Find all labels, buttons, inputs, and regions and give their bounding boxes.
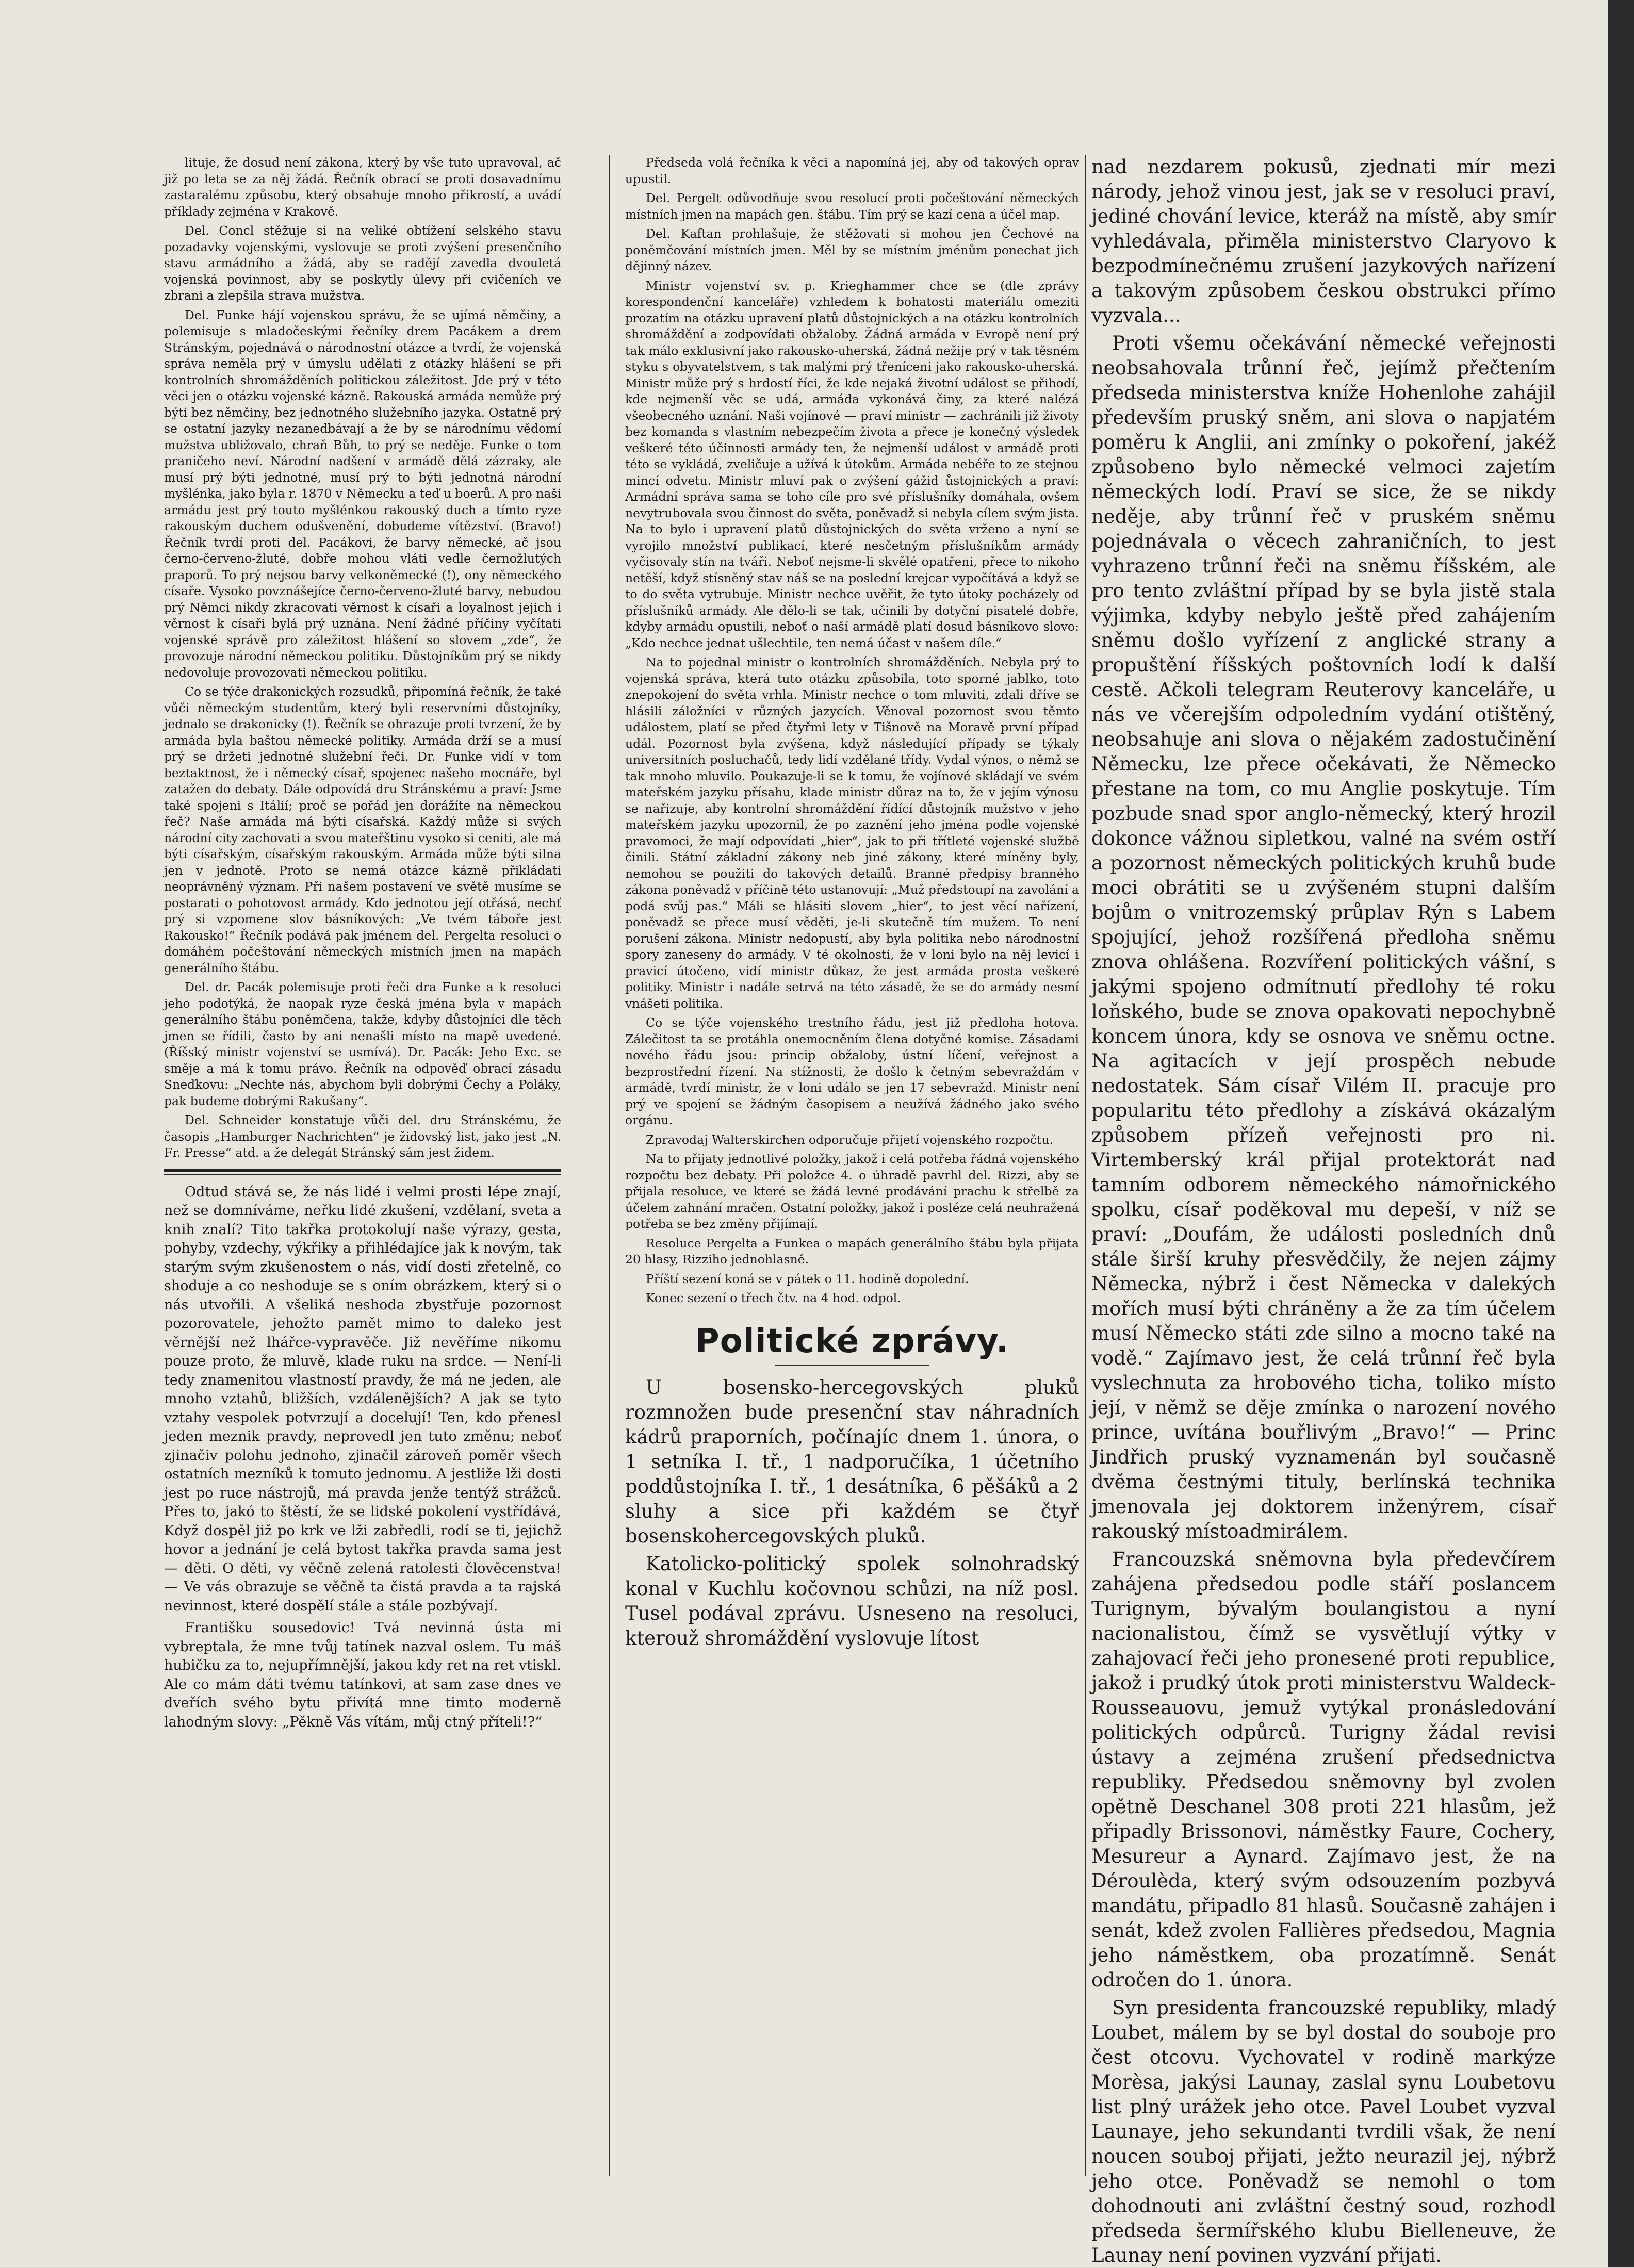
news-paragraph: Katolicko-politický spolek solnohradský konal v Kuchlu kočovnou schůzi, na níž posl. Tusel podával zprávu. Usneseno na resoluci, kterouž shromáždění vyslovuje lítost [625, 1553, 1079, 1649]
paragraph: Del. Concl stěžuje si na veliké obtížení selského stavu pozadavky vojenskými, vyslovuje se proti zvýšení presenčního stavu armádního a žádá, aby se radějí zavedla dvouletá vojenská povinnost, aby se poskytly úlevy při cvičeních ve zbrani a zlepšila strava mužstva. [164, 223, 561, 303]
paragraph: lituje, že dosud není zákona, který by vše tuto upravoval, ač již po leta se za něj žádá. Řečník obrací se proti dosavadnímu zastaralému způsobu, který obsahuje mnoho přikrostí, a uvádí příklady zejména v Krakově. [164, 155, 561, 219]
paragraph: Proti všemu očekávání německé veřejnosti neobsahovala trůnní řeč, jejímž přečtením předseda ministerstva kníže Hohenlohe zahájil především pruský sněm, ani slova o napjatém poměru k Anglii, ani zmínky o pokoření, jakéž způsobeno bylo německé velmoci zajetím německých lodí. Praví se sice, že se nikdy neděje, aby trůnní řeč v pruském sněmu pojednávala o věcech zahraničních, to jest vyhrazeno trůnní řeči na sněmu říšském, ale pro tento zvláštní případ by se byla jistě stala výjimka, kdyby nebylo ještě před zahájením sněmu došlo vyřízení z anglické strany a propuštění říšských poštovních lodí k další cestě. Ačkoli telegram Reuterovy kanceláře, u nás ve včerejším odpoledním vydání otištěný, neobsahuje ani slova o nějakém zadostučinění Německu, lze přece očekávati, že Německo přestane na tom, co mu Anglie poskytuje. Tím pozbude snad spor anglo-německý, který hrozil dokonce vážnou sipletkou, valné na svém ostří a pozornost německých politických kruhů bude moci obrátiti se u zvýšeném stupni dalším bojům o vnitrozemský průplav Rýn s Labem spojující, jehož rozšířená předloha sněmu znova ohlášena. Rozvíření politických vášní, s jakými spojeno odmítnutí předlohy té roku loňského, bude se znova opakovati nepochybně koncem února, kdy se osnova ve sněmu octne. Na agitacích v její prospěch nebude nedostatek. Sám císař Vilém II. pracuje pro popularitu této předlohy a získává okázalým způsobem přízeň veřejnosti pro ni. Virtemberský král přijal protektorát nad tamním odborem německého námořnického spolku, císař poděkoval mu depeší, v níž se praví: „Doufám, že události posledních dnů stále širší kruhy přesvědčily, že nejen zájmy Německa, nýbrž i čest Německa v dalekých mořích musí býti chráněny a že za tím účelem musí Německo státi zde silno a mocno také na vodě.“ Zajímavo jest, že celá trůnní řeč byla vyslechnuta za hrobového ticha, toliko místo její, v němž se děje zmínka o narození nového prince, uvítána bouřlivým „Bravo!“ — Princ Jindřich pruský vyznamenán byl současně dvěma čestnými tituly, berlínská technika jmenovala jej doktorem inženýrem, císař rakouský místoadmirálem. [1091, 332, 1556, 1542]
paragraph: Del. Funke hájí vojenskou správu, že se ujímá němčiny, a polemisuje s mladočeskými řečníky drem Pacákem a drem Stránským, pojednává o národnostní otázce a tvrdí, že vojenská správa neměla prý v úmyslu udělati z otázky hlášení se při kontrolních shromážděních politickou záležitost. Jde prý v této věci jen o otázku vojenské kázně. Rakouská armáda nemůže prý býti bez němčiny, bez jednotného služebního jazyka. Ostatně prý se ostatní jazyky nezanedbávají a že by se národnímu vědomí mužstva ubližovalo, chraň Bůh, to prý se neděje. Funke o tom praničeho neví. Národní nadšení v armádě dělá zázraky, ale musí prý býti jednotné, musí prý to býti jednotná národní myšlénka, jako byla r. 1870 v Německu a teď u boerů. A pro naši armádu jest prý touto myšlénkou rakouský duch a tímto ryze rakouským duchem odušvenění, dobudeme vítězství. (Bravo!) Řečník tvrdí proti del. Pacákovi, že barvy německé, ač jsou černo-červeno-žluté, dobře mohou vláti vedle černožlutých praporů. To prý nejsou barvy velkoněmecké (!), ony německého císaře. Vysoko povznášejíce černo-červeno-žluté barvy, nebudou prý Němci nikdy zkracovati věrnost k císaři a loyalnost jejich i věrnost k císaři bylá prý uznána. Není žádné příčiny vyčítati vojenské správě pro záležitost hlášení so slovem „zde“, že provozuje národní německou politiku. Důstojníkům prý se nikdy nedovoluje provozovati německou politiku. [164, 307, 561, 680]
paragraph: Co se týče drakonických rozsudků, připomíná řečník, že také vůči německým studentům, který byli reservními důstojníky, jednalo se drakonicky (!). Řečník se ohrazuje proti tvrzení, že by armáda byla baštou německé politiky. Armáda drží se a musí prý se držeti jednotné služební řeči. Dr. Funke vidí v tom beztaktnost, že i německý císař, spojenec našeho mocnáře, byl zatažen do debaty. Dále odpovídá dru Stránskému a praví: Jsme také spojeni s Itálií; proč se pořád jen dorážíte na německou řeč? Naše armáda má býti císařská. Každý může si svých národní city zachovati a svou mateřštinu vysoko si ceniti, ale má býti císařským, císařským rakouským. Armáda může býti silna jen v jednotě. Proto se nemá otázce kázně přikládati neoprávněný význam. Při našem postavení ve světě musíme se postarati o pohotovost armády. Kdo jednotou její otřásá, nechť prý si vzpomene slov básníkových: „Ve tvém táboře jest Rakousko!“ Řečník podává pak jménem del. Pergelta resoluci o domáhém počeštování německých místních jmen na mapách generálního štábu. [164, 684, 561, 975]
feuilleton [164, 1183, 561, 1732]
paragraph: Na to pojednal ministr o kontrolních shromážděních. Nebyla prý to vojenská správa, která tuto otázku způsobila, toto sporné jablko, toto znepokojení do světa vrhla. Ministr nechce o tom mluviti, zdali dříve se hlásili záložníci v různých jazycích. Věnoval pozornost svou těmto událostem, platí se před čtyřmi lety v Tišnově na Moravě první případ udál. Pozornost byla zvýšena, když následující případy se týkaly universitních posluchačů, tedy lidí vzdělané třídy. Vydal výnos, o němž se tak mnoho mluvilo. Poukazuje-li se k tomu, že vojínové skládají ve svém mateřském jazyku přísahu, klade ministr důraz na to, že v jejím výnosu se nařizuje, aby kontrolní shromáždění řídící důstojník mužstvo v jeho mateřském jazyku upozornil, že po zaznění jeho jména podle vojenské pravomoci, že mají odpovídati „hier“, jak to při třítleté vojenské službě činili. Státní základní zákony neb jiné zákony, které míněny byly, nemohou se použiti do takových detailů. Branné předpisy branného zákona poněvadž v příčině této ustanovují: „Muž předstoupí na zavolání a podá svůj pas.“ Máli se hlásiti slovem „hier“, to jest věcí nařízení, poněvadž se přece musí věděti, je-li skutečně tím mužem. To není porušení zákona. Ministr nedopustí, aby byla politika nebo národnostní spory zaneseny do armády. V té okolnosti, že v loni bylo na něj levicí i pravicí útočeno, vidí ministr důkaz, že jest armáda prosta veškeré politiky. Ministr i nadále setrvá na této zásadě, že se do armády nesmí vnášeti politika. [625, 655, 1079, 1011]
paragraph: Syn presidenta francouzské republiky, mladý Loubet, málem by se byl dostal do souboje pro čest otcovu. Vychovatel v rodině markýze Morèsa, jakýsi Launay, zaslal synu Loubetovu list plný urážek jeho otce. Pavel Loubet vyzval Launaye, jeho sekundanti tvrdili však, že není noucen souboj přijati, ježto neurazil jej, nýbrž jeho otce. Poněvadž se nemohl o tom dohodnouti ani zvláštní čestný soud, rozhodl předseda šermířského klubu Bielleneuve, že Launay není povinen vyzvání přijati. [1091, 1997, 1556, 2266]
paragraph: Del. Schneider konstatuje vůči del. dru Stránskému, že časopis „Hamburger Nachrichten“ je židovský list, jako jest „N. Fr. Presse“ atd. a že delegát Stránský sám jest židem. [164, 1113, 561, 1160]
news-block [625, 1375, 1079, 1651]
scan-edge [1608, 0, 1634, 2267]
paragraph: Del. Pergelt odůvodňuje svou resolucí proti počeštování německých místních jmen na mapách gen. štábu. Tím prý se kazí cena a účel map. [625, 191, 1079, 222]
paragraph: Francouzská sněmovna byla předevčírem zahájena předsedou podle stáří poslancem Turignym, bývalým boulangistou a nyní nacionalistou, čímž se vysvětlují výtky v zahajovací řeči jeho pronesené proti republice, jakož i prudký útok proti ministerstvu Waldeck-Rousseauovu, jemuž vytýkal pronásledování politických odpůrců. Turigny žádal revisi ústavy a zejména zrušení předsednictva republiky. Předsedou sněmovny byl zvolen opětně Deschanel 308 proti 221 hlasům, jež připadly Brissonovi, náměstky Faure, Cochery, Mesureur a Aynard. Zajímavo jest, že na Déroulèda, který svým odsouzením pozbyvá mandátu, připadlo 81 hlasů. Současně zahájen i senát, kdež zvolen Fallières předsedou, Magnia jeho náměstkem, oba prozatímně. Senát odročen do 1. února. [1091, 1548, 1556, 1991]
paragraph: Resoluce Pergelta a Funkea o mapách generálního štábu byla přijata 20 hlasy, Rizziho jednohlasně. [625, 1236, 1079, 1267]
paragraph: Zpravodaj Walterskirchen odporučuje přijetí vojenského rozpočtu. [646, 1132, 1053, 1147]
paragraph: Co se týče vojenského trestního řádu, jest již předloha hotova. Zálečitost ta se protáhla onemocněním člena dotyčné komise. Zásadami nového řádu jsou: princip obžaloby, ústní líčení, veřejnost a bezprostřední řízení. Na stížnosti, že došlo k četným sebevraždám v armádě, tvrdí ministr, že v loni událo se jen 17 sebevražd. Ministr není prý ve spojení se žádným časopisem a neužívá žádného jako svého orgánu. [625, 1015, 1079, 1127]
column-divider [609, 155, 610, 2176]
column-1 [164, 155, 561, 2181]
paragraph: Na to přijaty jednotlivé položky, jakož i celá potřeba řádná vojenského rozpočtu bez debaty. Při položce 4. o úhradě pavrhl del. Rizzi, aby se přijala resoluce, ve které se žádá levné prodávání prachu k střelbě za účelem zahnání mračen. Ostatní položky, jakož i posléze celá neuhražená potřeba se bez změny přijímají. [625, 1152, 1079, 1231]
news-paragraph: U bosensko-hercegovských pluků rozmnožen bude presenční stav náhradních kádrů praporních, počínajíc dnem 1. února, o 1 setníka I. tř., 1 nadporučíka, 1 účetního poddůstojníka I. tř., 1 desátníka, 6 pěšáků a 2 sluhy a sice při každém se čtyř bosenskohercegovských pluků. [625, 1376, 1079, 1547]
paragraph: Ministr vojenství sv. p. Krieghammer chce se (dle zprávy korespondenční kanceláře) vzhledem k bohatosti materiálu omeziti prozatím na otázku upravení platů důstojnických a na otázku kontrolních shromáždění a zodpovídati obžaloby. Žádná armáda v Evropě není prý tak málo exklusivní jako rakousko-uherská, žádná nežije prý v tak těsném styku s obyvatelstvem, s tak malými prý třeníceni jako rakousko-uherská. Ministr může prý s hrdostí říci, že kde nejaká životní událost se přihodí, kde nejmenší věc se udá, armáda vykonává činy, za které nalézá všeobecného uznání. Naši vojínové — praví ministr — zachránili již životy bez komanda s vlastním nebezpečím života a přece je konečný výsledek veškeré této účinnosti armády ten, že nejmenší událost v armádě proti této se vykládá, zveličuje a užívá k útokům. Armáda nebéře to ze stejnou mincí odvetu. Ministr mluví pak o zvýšení gážid ůstojnických a praví: Armádní správa sama se toho cíle pro své příslušníky domáhala, ovšem nevytrubovala svou činnost do světa, poněvadž si nebyla cílem svým jista. Na to bylo i upravení platů důstojnických do světa vrženo a nyní se vyrojilo množství publikací, které nesčetným příslušníkům armády vyčisovaly stín na tváři. Neboť nejsme-li skvělé opatřeni, přece to nikoho netěší, když stísněný stav náš se na poslední krejcar vypočítává a když se to do světa vytrubuje. Ministr nechce uvěřit, že tyto útoky pocházely od příslušníků armády. Ale dělo-li se tak, učinili by dotyční pisatelé dobře, kdyby armádu opustili, neboť o naší armádě platí dosud básníkovo slovo: „Kdo nechce jednat ušlechtile, ten nemá účast v našem díle.“ [625, 278, 1079, 650]
paragraph: Del. Kaftan prohlašuje, že stěžovati si mohou jen Čechové na poněmčování místních jmen. Měl by se místním jménům ponechat jich dějinný název. [625, 226, 1079, 273]
section-headline: Politické zprávy. [695, 1322, 1009, 1360]
column-divider [1085, 155, 1086, 2176]
paragraph: Del. dr. Pacák polemisuje proti řeči dra Funke a k resoluci jeho podotýká, že naopak ryze česká jména byla v mapách generálního štábu poněmčena, takže, kdyby důstojníci dle těch jmen se řídili, často by ani nenašli místo na mapě uvedené. (Říšský ministr vojenství se usmívá). Dr. Pacák: Jeho Exc. se směje a má k tomu právo. Řečník na odpověď obrací zásadu Sneďkovu: „Nechte nás, abychom byli dobrými Čechy a Poláky, pak budeme dobrými Rakušany“. [164, 980, 561, 1108]
feuilleton-paragraph: Františku sousedovic! Tvá nevinná ústa mi vybreptala, že mne tvůj tatínek nazval oslem. Tu máš hubičku za to, nejupřímnější, jakou kdy ret na ret vtiskl. Ale co mám dáti tvému tatínkovi, at sam zase dnes ve dveřích svého bytu přivítá mne timto moderně lahodným slovy: „Pěkně Vás vítám, můj ctný příteli!?“ [164, 1620, 561, 1730]
column-2 [625, 155, 1079, 2181]
feuilleton-paragraph: Odtud stává se, že nás lidé i velmi prosti lépe znají, než se domníváme, neřku lidé zkušení, vzdělaní, sveta a knih znalí? Tito takřka protokolují naše výrazy, gesta, pohyby, vzdechy, výkřiky a přihlédajíce jak k novým, tak starým svým zkušenostem o nás, vidí dosti zřetelně, co shoduje a co neshoduje se s oním obrázkem, který si o nás utvořili. A všeliká neshoda zbystřuje pozornost pozorovatele, jehožto pamět mimo to daleko jest věrnější než lhářce-vypravěče. Již nevěříme nikomu pouze proto, že mluvě, klade ruku na srdce. — Není-li tedy znamenitou vlastností pravdy, že má ne jeden, ale mnoho vztahů, bližších, vzdálenějších? A jak se tyto vztahy vespolek potvrzují a docelují! Ten, kdo přenesl jeden meznik pravdy, neprovedl jen tuto změnu; neboť zjinačiv polohu jednoho, zjinačil zároveň poměr všech ostatních mezníků k tomuto jednomu. A jestliže lži dosti jest po ruce nástrojů, má pravda jenže tentýž strážců. Přes to, jakó to štěstí, že se lidské pokolení vystřídává, Když dospěl již po krk ve lži zabředli, rodí se ti, jejichž hovor a jednání je celá bytost takřka pravda sama jest — děti. O děti, vy věčně zelená ratolesti člověcenstva! — Ve vás obrazuje se věčně ta čistá pravda a ta rajská nevinnost, které dospělí stále a stále pozbývají. [164, 1184, 561, 1614]
feuilleton-divider [164, 1169, 561, 1175]
column-3 [1091, 155, 1556, 2266]
paragraph: Konec sezení o třech čtv. na 4 hod. odpol. [646, 1291, 901, 1305]
paragraph: nad nezdarem pokusů, zjednati mír mezi národy, jehož vinou jest, jak se v resoluci praví, jediné chování levice, kteráž na místě, aby smír vyhledávala, přiměla ministerstvo Claryovo k bezpodmínečnému zrušení jazykových nařízení a takovým způsobem českou obstrukci přímo vyzvala... [1091, 156, 1556, 326]
paragraph: Příští sezení koná se v pátek o 11. hodině dopolední. [646, 1271, 969, 1286]
paragraph: Předseda volá řečníka k věci a napomíná jej, aby od takových oprav upustil. [625, 155, 1079, 186]
headline-rule [775, 1365, 929, 1366]
